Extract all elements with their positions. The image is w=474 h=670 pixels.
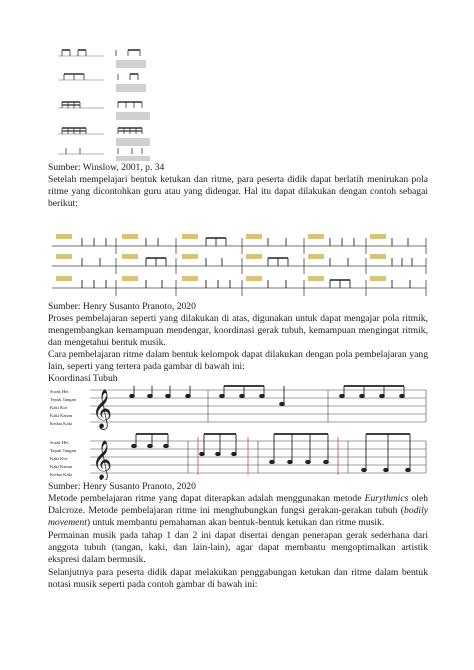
paragraph-3: Cara pembelajaran ritme dalam bentuk kelompok dapat dilakukan dengan pola pembelajaran yang lain, seperti yang tertera pada gambar di bawah ini: — [48, 349, 428, 372]
caption-winslow: Sumber: Winslow, 2001, p. 34 — [48, 162, 165, 173]
heading-koordinasi-tubuh: Koordinasi Tubuh — [48, 373, 118, 384]
coordination-label: Tepuk Tangan — [50, 397, 76, 402]
coordination-label: Kaki Kiri — [50, 405, 68, 410]
paragraph-5: Permainan musik pada tahap 1 dan 2 ini dapat disertai dengan penerapan gerak sederhana dari anggota tubuh (tangan, kaki, dan lain-lain), agar dapat membantu mengoptimalkan artistik ekspresi dalam bermusik. — [48, 530, 428, 565]
figure-rhythm-exercises — [56, 44, 166, 162]
coordination-label: Kaki Kanan — [50, 464, 73, 469]
coordination-label: Kedua Kaki — [50, 421, 73, 426]
coordination-label: Kaki Kanan — [50, 413, 73, 418]
figure-rhythm-echo-staves — [46, 232, 430, 296]
caption-pranoto-2: Sumber: Henry Susanto Pranoto, 2020 — [48, 481, 196, 492]
paragraph-1: Setelah mempelajari bentuk ketukan dan ritme, para peserta didik dapat berlatih menirukan pola ritme yang dicontohkan guru atau yang didengar. Hal itu dapat dilakukan dengan contoh sebagai berikut: — [48, 174, 428, 209]
paragraph-6: Selanjutnya para peserta didik dapat melakukan penggabungan ketukan dan ritme dalam bentuk notasi musik seperti pada contoh gambar di bawah ini: — [48, 567, 428, 590]
paragraph-4-text: Metode pembelajaran ritme yang dapat diterapkan adalah menggunakan metode — [48, 493, 365, 504]
coordination-label: Sorak Hei — [50, 440, 69, 445]
coordination-label: Sorak Hei — [50, 389, 69, 394]
treble-clef-icon: 𝄞 — [92, 391, 113, 428]
paragraph-4-emphasis: Eurythmics — [364, 493, 409, 504]
paragraph-4-text: ) untuk membantu pemahaman akan bentuk-bentuk ketukan dan ritme musik. — [86, 516, 385, 528]
coordination-label: Kaki Kiri — [50, 456, 68, 461]
figure-body-coordination — [48, 384, 428, 480]
paragraph-4 — [48, 493, 428, 529]
coordination-label: Tepuk Tangan — [50, 448, 76, 453]
caption-pranoto-1: Sumber: Henry Susanto Pranoto, 2020 — [48, 301, 196, 312]
treble-clef-icon: 𝄞 — [92, 442, 113, 479]
paragraph-4-text: oleh Dalcroze. Metode pembelajaran ritme ini menghubungkan fungsi gerakan-gerakan tubuh ( — [48, 493, 429, 516]
paragraph-2: Proses pembelajaran seperti yang dilakukan di atas, digunakan untuk dapat mengajar pola ritmik, mengembangkan kemampuan mendengar, koordinasi gerak tubuh, kemampuan mengingat ritmik, dan mengetahui bentuk musik. — [48, 313, 428, 348]
coordination-label: Kedua Kaki — [50, 472, 73, 477]
paragraph-4-emphasis: bodily movement — [48, 504, 428, 528]
